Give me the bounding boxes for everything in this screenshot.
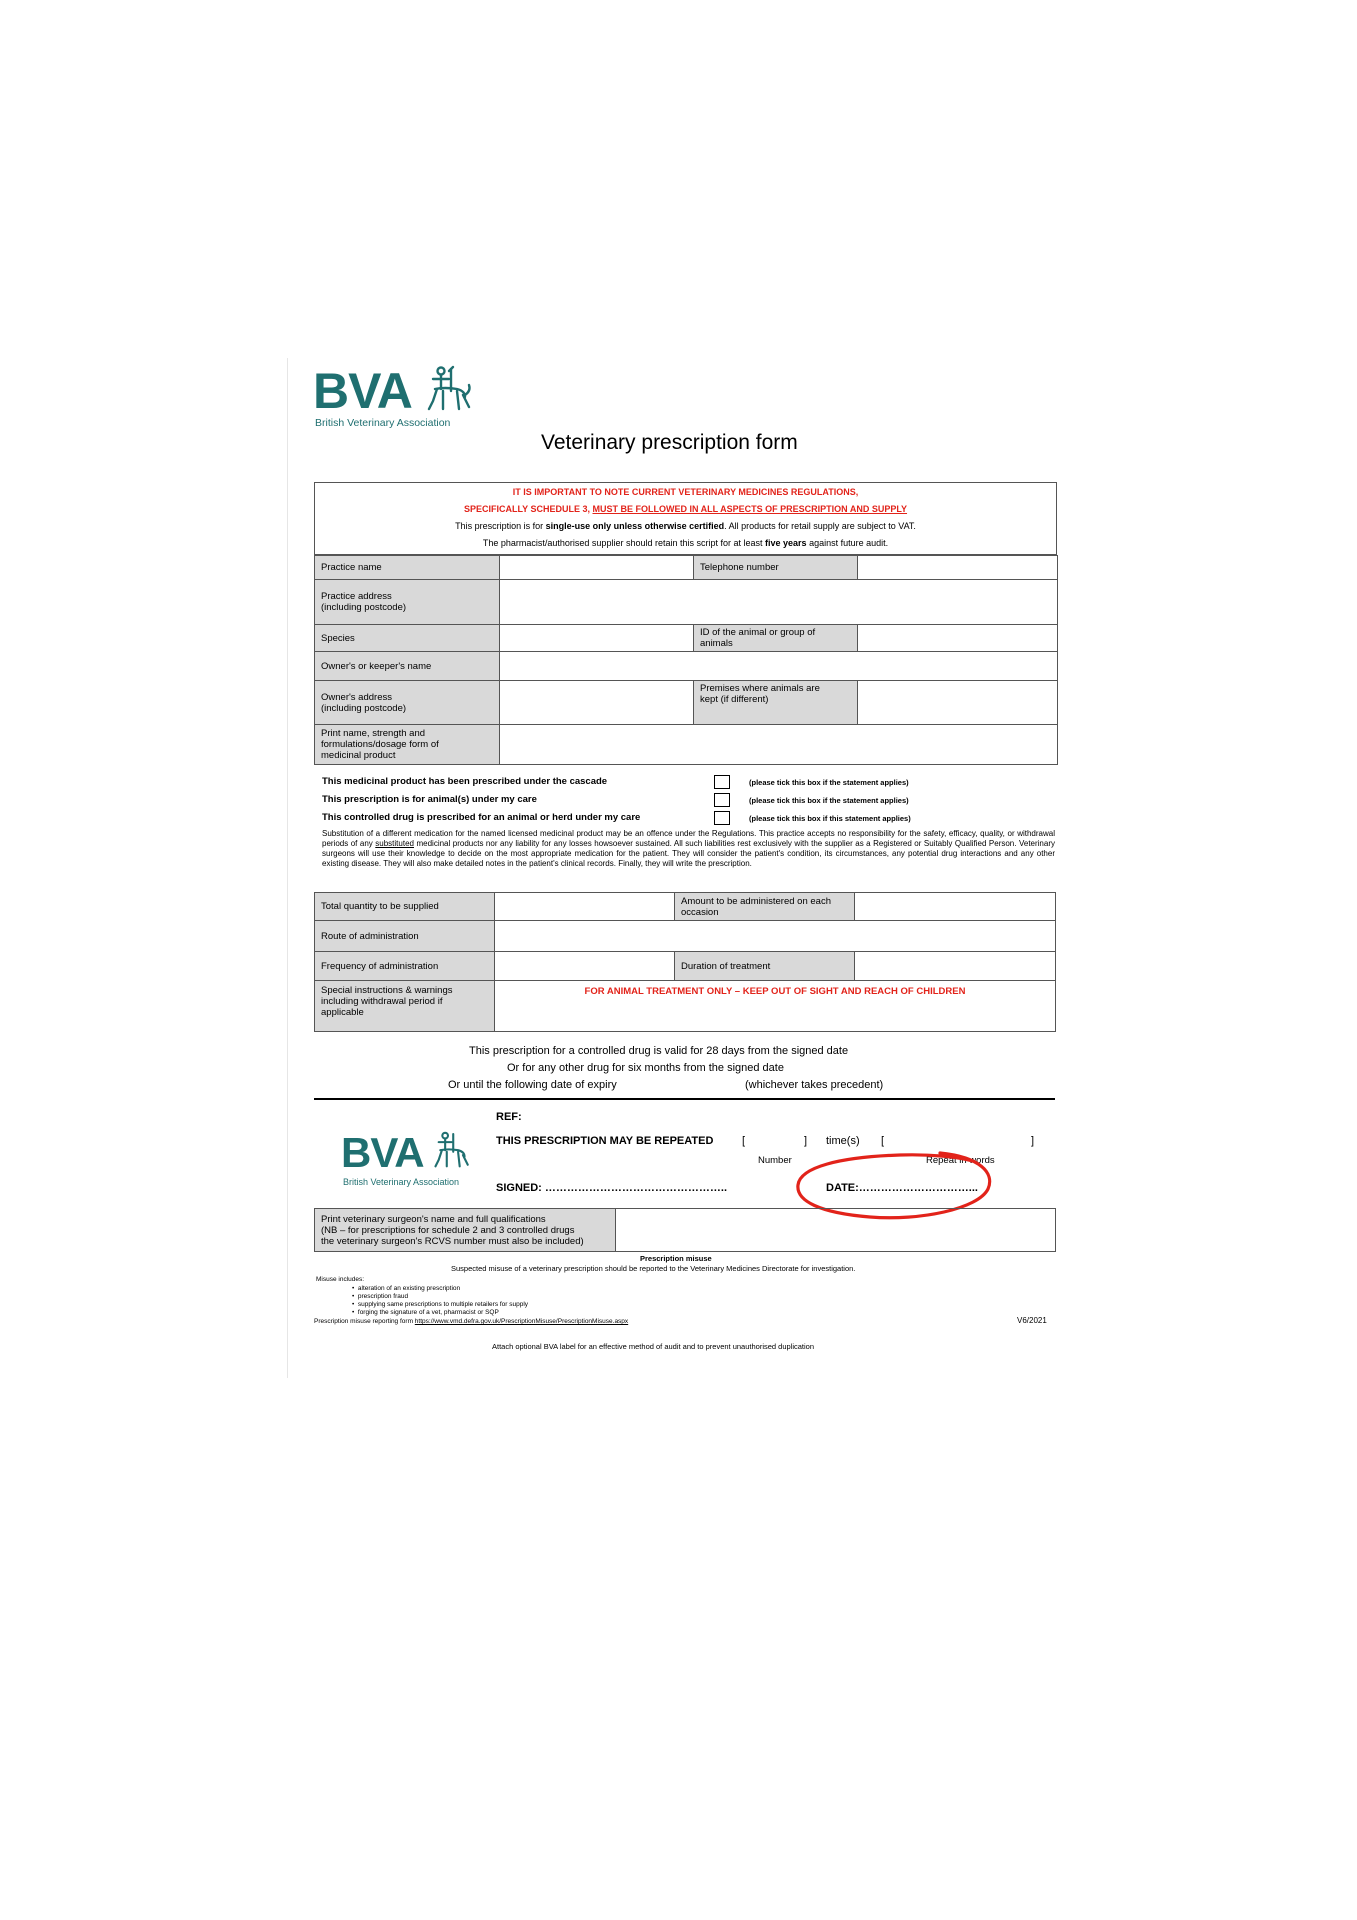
total-quantity-label: Total quantity to be supplied [315, 893, 495, 921]
table-row [315, 580, 1058, 625]
amount-label: Amount to be administered on each occasion [675, 893, 855, 921]
statement-hint: (please tick this box if the statement applies) [749, 796, 909, 805]
centaur-icon [429, 1130, 471, 1172]
table-row [315, 681, 1058, 725]
duration-label: Duration of treatment [675, 952, 855, 981]
table-row [315, 652, 1058, 681]
species-label: Species [315, 625, 500, 652]
table-row [315, 1209, 1056, 1252]
list-item: • forging the signature of a vet, pharmacist or SQP [352, 1309, 499, 1316]
animal-id-label: ID of the animal or group of animals [694, 625, 858, 652]
frequency-label: Frequency of administration [315, 952, 495, 981]
list-item: • supplying same prescriptions to multiple retailers for supply [352, 1301, 529, 1308]
logo-wordmark: BVA [341, 1129, 424, 1176]
product-field[interactable] [500, 725, 1058, 765]
total-quantity-field[interactable] [495, 893, 675, 921]
list-item: • prescription fraud [352, 1293, 409, 1300]
table-row [315, 921, 1056, 952]
telephone-field[interactable] [858, 556, 1058, 580]
bva-logo-bottom [341, 1129, 469, 1192]
misuse-intro: Suspected misuse of a veterinary prescription should be reported to the Veterinary Medicines Directorate for investigation. [451, 1264, 856, 1273]
misuse-report: Prescription misuse reporting form https://www.vmd.defra.gov.uk/PrescriptionMisuse/PrescriptionMisuse.aspx [314, 1318, 629, 1325]
validity-precedent: (whichever takes precedent) [745, 1079, 884, 1091]
footer-note: Attach optional BVA label for an effective method of audit and to prevent unauthorised duplication [492, 1342, 815, 1351]
bva-logo-top [313, 365, 473, 435]
table-row [315, 725, 1058, 765]
logo-subtitle: British Veterinary Association [315, 417, 451, 429]
document-title: Veterinary prescription form [541, 431, 798, 454]
notice-line-3: This prescription is for single-use only unless otherwise certified. All products for retail supply are subject to VAT. [455, 521, 916, 531]
times-label: time(s) [826, 1135, 860, 1147]
amount-field[interactable] [855, 893, 1056, 921]
statement-hint: (please tick this box if the statement applies) [749, 778, 909, 787]
practice-name-field[interactable] [500, 556, 694, 580]
version-label: V6/2021 [1017, 1316, 1047, 1325]
vet-surgeon-table [314, 1208, 1056, 1252]
premises-field[interactable] [858, 681, 1058, 725]
animal-warning: FOR ANIMAL TREATMENT ONLY – KEEP OUT OF SIGHT AND REACH OF CHILDREN [584, 986, 966, 997]
product-label: Print name, strength and formulations/dosage form of medicinal product [315, 725, 500, 765]
special-instructions-label: Special instructions & warnings including withdrawal period if applicable [315, 981, 495, 1032]
premises-label: Premises where animals are kept (if different) [694, 681, 858, 725]
notice-line-2: SPECIFICALLY SCHEDULE 3, MUST BE FOLLOWED IN ALL ASPECTS OF PRESCRIPTION AND SUPPLY [463, 504, 908, 514]
vet-surgeon-field[interactable] [616, 1209, 1056, 1252]
table-row [315, 952, 1056, 981]
animal-id-field[interactable] [858, 625, 1058, 652]
telephone-label: Telephone number [694, 556, 858, 580]
repeat-number-open: [ [742, 1135, 746, 1147]
substitution-disclaimer: Substitution of a different medication for the named licensed medicinal product may be an offence under the Regulations. This practice accepts no responsibility for the safety, efficacy, quality, or withdrawal periods of any substituted medicinal products nor any liability for any losses howsoever sustained. All such liabilities rest exclusively with the supplier as a Registered or Suitably Qualified Person. Veterinary surgeons will use their knowledge to decide on the most appropriate medication for the patient. They will consider the patient's condition, its circumstances, any potential drug interactions and any other existing disease. They will also make detailed notes in the patient's clinical records. Finally, they will write the prescription. [322, 829, 1055, 868]
duration-field[interactable] [855, 952, 1056, 981]
misuse-report-link[interactable]: https://www.vmd.defra.gov.uk/PrescriptionMisuse/PrescriptionMisuse.aspx [414, 1318, 629, 1325]
practice-name-label: Practice name [315, 556, 500, 580]
ref-label: REF: [496, 1111, 522, 1123]
validity-line-1: This prescription for a controlled drug is valid for 28 days from the signed date [469, 1045, 849, 1057]
statement-hint: (please tick this box if this statement applies) [749, 814, 911, 823]
table-row [315, 556, 1058, 580]
repeat-words-close: ] [1031, 1135, 1035, 1147]
misuse-includes: Misuse includes: [316, 1276, 365, 1283]
statement-cascade: This medicinal product has been prescribed under the cascade [322, 776, 608, 787]
number-caption: Number [758, 1155, 792, 1166]
owner-address-label: Owner's address (including postcode) [315, 681, 500, 725]
notice-line-1: IT IS IMPORTANT TO NOTE CURRENT VETERINARY MEDICINES REGULATIONS, [512, 487, 859, 497]
owner-name-label: Owner's or keeper's name [315, 652, 500, 681]
logo-wordmark: BVA [313, 363, 412, 419]
practice-address-label: Practice address (including postcode) [315, 580, 500, 625]
centaur-icon [421, 365, 473, 415]
repeat-words-open: [ [881, 1135, 885, 1147]
treatment-table [314, 892, 1056, 1032]
species-field[interactable] [500, 625, 694, 652]
special-instructions-field[interactable] [495, 981, 1056, 1032]
owner-name-field[interactable] [500, 652, 1058, 681]
under-care-checkbox[interactable] [714, 793, 730, 807]
validity-line-2: Or for any other drug for six months from the signed date [507, 1062, 784, 1074]
table-row [315, 893, 1056, 921]
repeat-words-caption: Repeat in words [926, 1155, 995, 1166]
practice-address-field[interactable] [500, 580, 1058, 625]
statement-controlled-drug: This controlled drug is prescribed for an animal or herd under my care [322, 812, 641, 823]
list-item: • alteration of an existing prescription [352, 1285, 461, 1292]
repeat-number-close: ] [804, 1135, 808, 1147]
divider [314, 1098, 1055, 1100]
controlled-drug-checkbox[interactable] [714, 811, 730, 825]
route-label: Route of administration [315, 921, 495, 952]
validity-line-3: Or until the following date of expiry [448, 1079, 617, 1091]
route-field[interactable] [495, 921, 1056, 952]
notice-line-4: The pharmacist/authorised supplier should retain this script for at least five years against future audit. [482, 538, 889, 548]
signed-line[interactable]: SIGNED: ………………………………………….. [496, 1182, 728, 1194]
statement-under-care: This prescription is for animal(s) under my care [322, 794, 537, 805]
table-row [315, 981, 1056, 1032]
regulations-notice [314, 482, 1057, 555]
practice-details-table [314, 555, 1058, 765]
vet-surgeon-label: Print veterinary surgeon's name and full qualifications (NB – for prescriptions for schedule 2 and 3 controlled drugs the veterinary surgeon's RCVS number must also be included) [315, 1209, 616, 1252]
date-line[interactable]: DATE:…………………………... [826, 1182, 978, 1194]
repeat-label: THIS PRESCRIPTION MAY BE REPEATED [496, 1135, 714, 1147]
table-row [315, 625, 1058, 652]
frequency-field[interactable] [495, 952, 675, 981]
misuse-heading: Prescription misuse [640, 1254, 712, 1263]
cascade-checkbox[interactable] [714, 775, 730, 789]
logo-subtitle: British Veterinary Association [343, 1177, 460, 1187]
owner-address-field[interactable] [500, 681, 694, 725]
